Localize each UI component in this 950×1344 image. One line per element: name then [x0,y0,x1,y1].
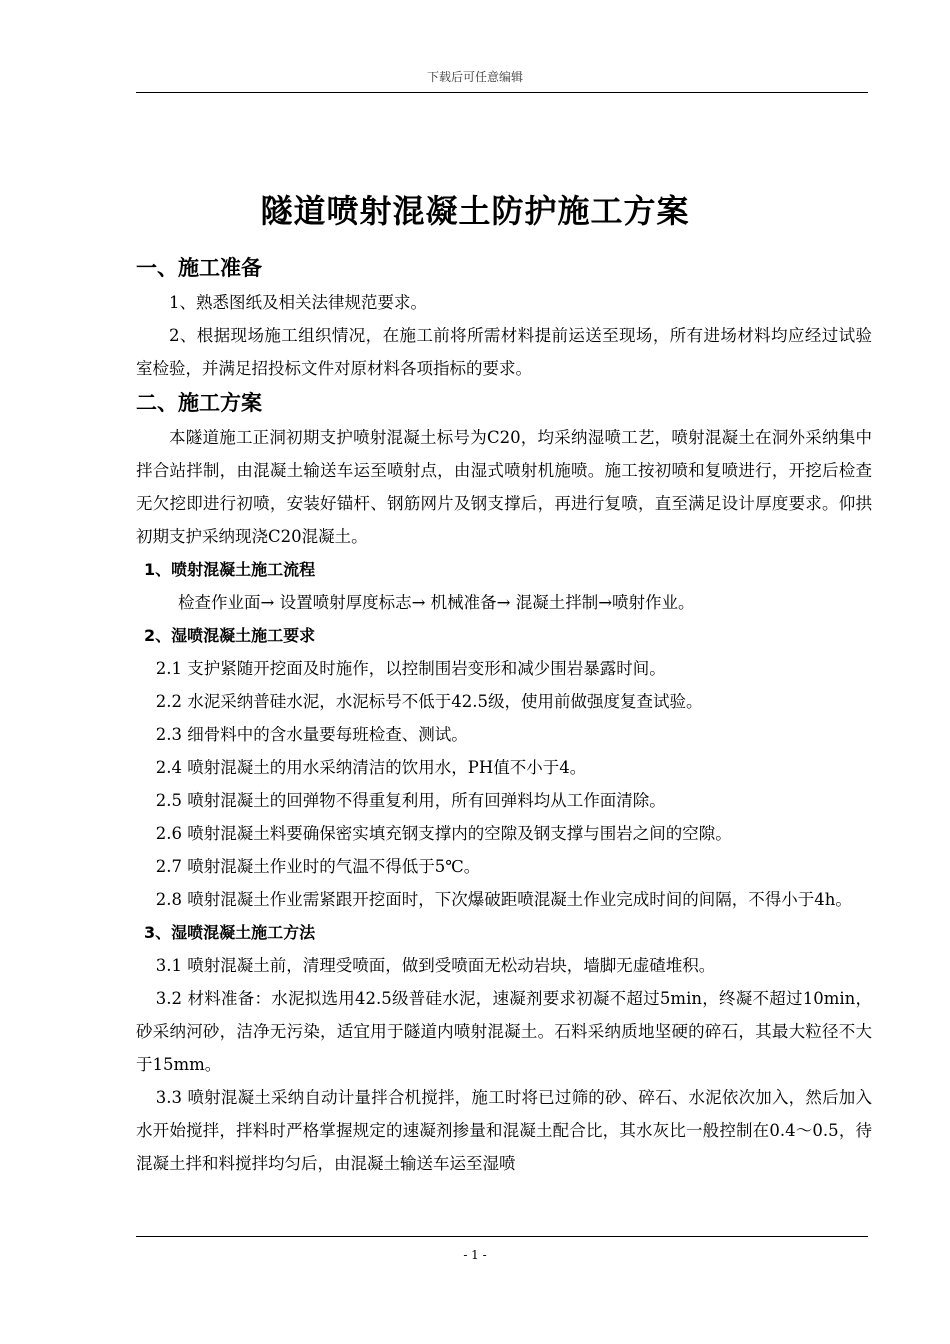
subsection-heading: 1、喷射混凝土施工流程 [144,560,316,579]
document-body [136,250,872,1180]
section-heading: 二、施工方案 [136,391,262,415]
requirement-item: 2.5 喷射混凝土的回弹物不得重复利用，所有回弹料均从工作面清除。 [155,791,666,810]
page-header: 下载后可任意编辑 [426,70,523,84]
requirement-item: 2.2 水泥采纳普硅水泥，水泥标号不低于42.5级，使用前做强度复查试验。 [155,692,703,711]
method-item: 3.3 喷射混凝土采纳自动计量拌合机搅拌，施工时将已过筛的砂、碎石、水泥依次加入，然后加入水开始搅拌，拌料时严格掌握规定的速凝剂掺量和混凝土配合比，其水灰比一般控制在0.4～0.5，待混凝土拌和料搅拌均匀后，由混凝土输送车运至湿喷 [136,1088,872,1173]
paragraph: 2、根据现场施工组织情况，在施工前将所需材料提前运送至现场，所有进场材料均应经过试验室检验，并满足招投标文件对原材料各项指标的要求。 [136,326,872,378]
requirement-item: 2.6 喷射混凝土料要确保密实填充钢支撑内的空隙及钢支撑与围岩之间的空隙。 [155,824,732,843]
header-divider [136,92,868,93]
document-title: 隧道喷射混凝土防护施工方案 [260,192,690,230]
requirement-item: 2.4 喷射混凝土的用水采纳清洁的饮用水，PH值不小于4。 [155,758,587,777]
footer-divider [136,1236,868,1237]
method-item: 3.2 材料准备：水泥拟选用42.5级普硅水泥，速凝剂要求初凝不超过5min，终凝不超过10min，砂采纳河砂，洁净无污染，适宜用于隧道内喷射混凝土。石料采纳质地坚硬的碎石，其最大粒径不大于15mm。 [136,989,872,1074]
subsection-heading: 2、湿喷混凝土施工要求 [144,626,316,645]
paragraph: 本隧道施工正洞初期支护喷射混凝土标号为C20，均采纳湿喷工艺，喷射混凝土在洞外采纳集中拌合站拌制，由混凝土输送车运至喷射点，由湿式喷射机施喷。施工按初喷和复喷进行，开挖后检查无欠挖即进行初喷，安装好锚杆、钢筋网片及钢支撑后，再进行复喷，直至满足设计厚度要求。仰拱初期支护采纳现浇C20混凝土。 [136,428,872,546]
requirement-item: 2.8 喷射混凝土作业需紧跟开挖面时，下次爆破距喷混凝土作业完成时间的间隔，不得小于4h。 [155,890,852,909]
subsection-heading: 3、湿喷混凝土施工方法 [144,923,316,942]
section-heading: 一、施工准备 [136,256,262,280]
requirement-item: 2.7 喷射混凝土作业时的气温不得低于5℃。 [155,857,481,876]
paragraph: 1、熟悉图纸及相关法律规范要求。 [169,293,427,312]
page-number: - 1 - [463,1248,487,1262]
requirement-item: 2.3 细骨料中的含水量要每班检查、测试。 [155,725,468,744]
method-item: 3.1 喷射混凝土前，清理受喷面，做到受喷面无松动岩块，墙脚无虚碴堆积。 [155,956,716,975]
process-flow: 检查作业面→ 设置喷射厚度标志→ 机械准备→ 混凝土拌制→喷射作业。 [178,593,695,612]
requirement-item: 2.1 支护紧随开挖面及时施作，以控制围岩变形和减少围岩暴露时间。 [155,659,666,678]
